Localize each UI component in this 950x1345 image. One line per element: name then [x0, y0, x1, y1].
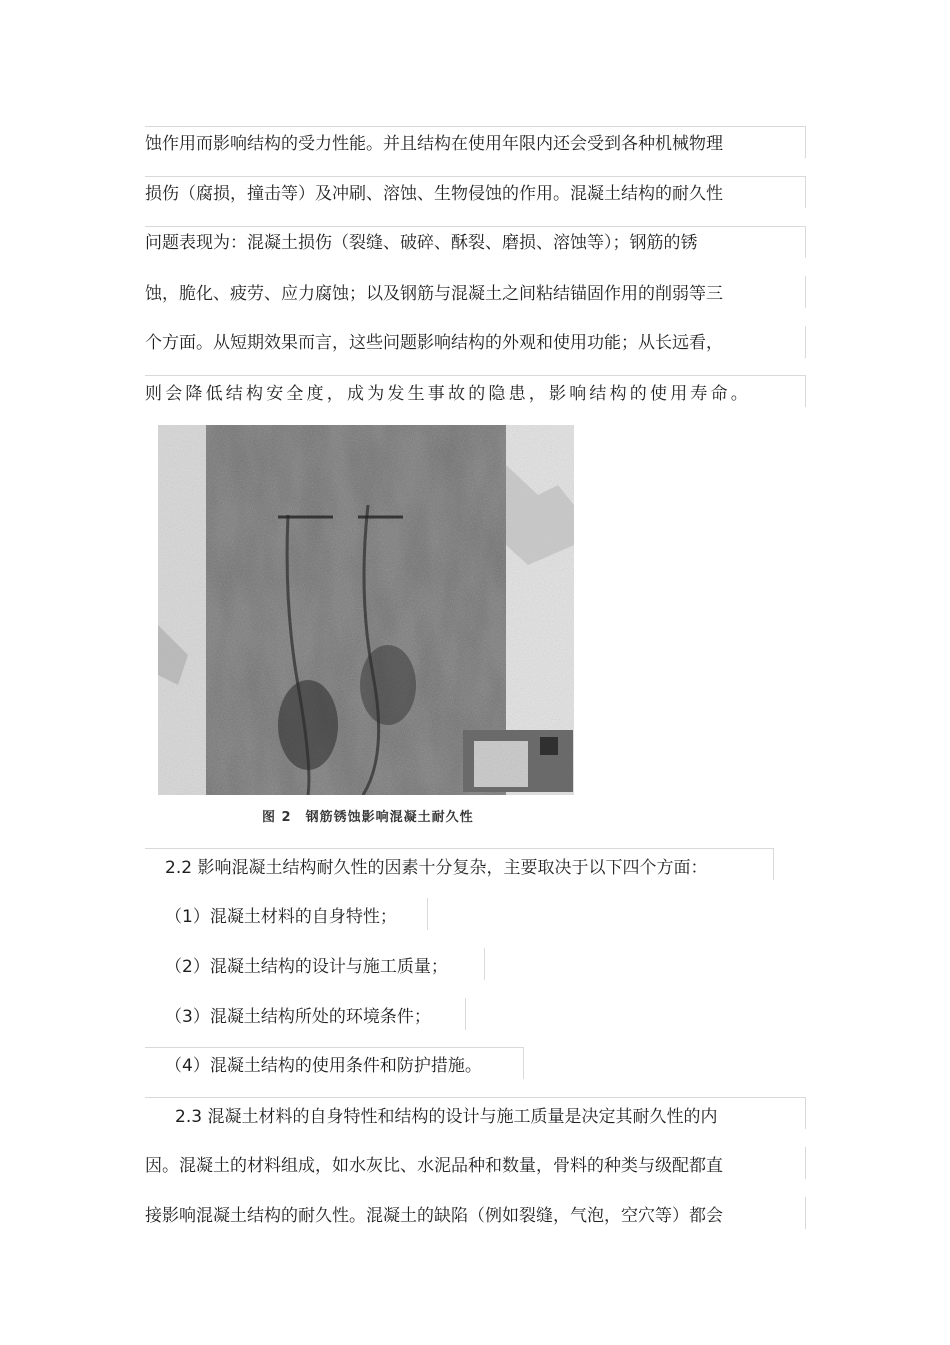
list-item: （4）混凝土结构的使用条件和防护措施。 [165, 1056, 482, 1076]
figure-caption-text: 钢筋锈蚀影响混凝土耐久性 [305, 810, 474, 825]
paragraph-line: 个方面。从短期效果而言，这些问题影响结构的外观和使用功能；从长远看， [145, 333, 723, 353]
list-item: （1）混凝土材料的自身特性； [165, 907, 397, 927]
paragraph-line: 则会降低结构安全度，成为发生事故的隐患，影响结构的使用寿命。 [145, 384, 751, 404]
figure-caption [262, 806, 474, 825]
section-2-2-intro: 2.2 影响混凝土结构耐久性的因素十分复杂，主要取决于以下四个方面： [165, 858, 708, 878]
paragraph-line: 损伤（腐损，撞击等）及冲刷、溶蚀、生物侵蚀的作用。混凝土结构的耐久性 [145, 184, 723, 204]
list-item: （3）混凝土结构所处的环境条件； [165, 1007, 431, 1027]
figure-number: 图 2 [262, 810, 292, 825]
paragraph-line: 蚀，脆化、疲劳、应力腐蚀；以及钢筋与混凝土之间粘结锚固作用的削弱等三 [145, 284, 723, 304]
section-2-3-line: 2.3 混凝土材料的自身特性和结构的设计与施工质量是决定其耐久性的内 [175, 1107, 718, 1127]
section-2-3-line: 接影响混凝土结构的耐久性。混凝土的缺陷（例如裂缝，气泡，空穴等）都会 [145, 1206, 723, 1226]
paragraph-line: 蚀作用而影响结构的受力性能。并且结构在使用年限内还会受到各种机械物理 [145, 134, 723, 154]
paragraph-line: 问题表现为：混凝土损伤（裂缝、破碎、酥裂、磨损、溶蚀等）；钢筋的锈 [145, 233, 698, 253]
list-item: （2）混凝土结构的设计与施工质量； [165, 957, 448, 977]
section-2-3-line: 因。混凝土的材料组成，如水灰比、水泥品种和数量，骨料的种类与级配都直 [145, 1156, 723, 1176]
rusted-column-photo [158, 425, 574, 795]
